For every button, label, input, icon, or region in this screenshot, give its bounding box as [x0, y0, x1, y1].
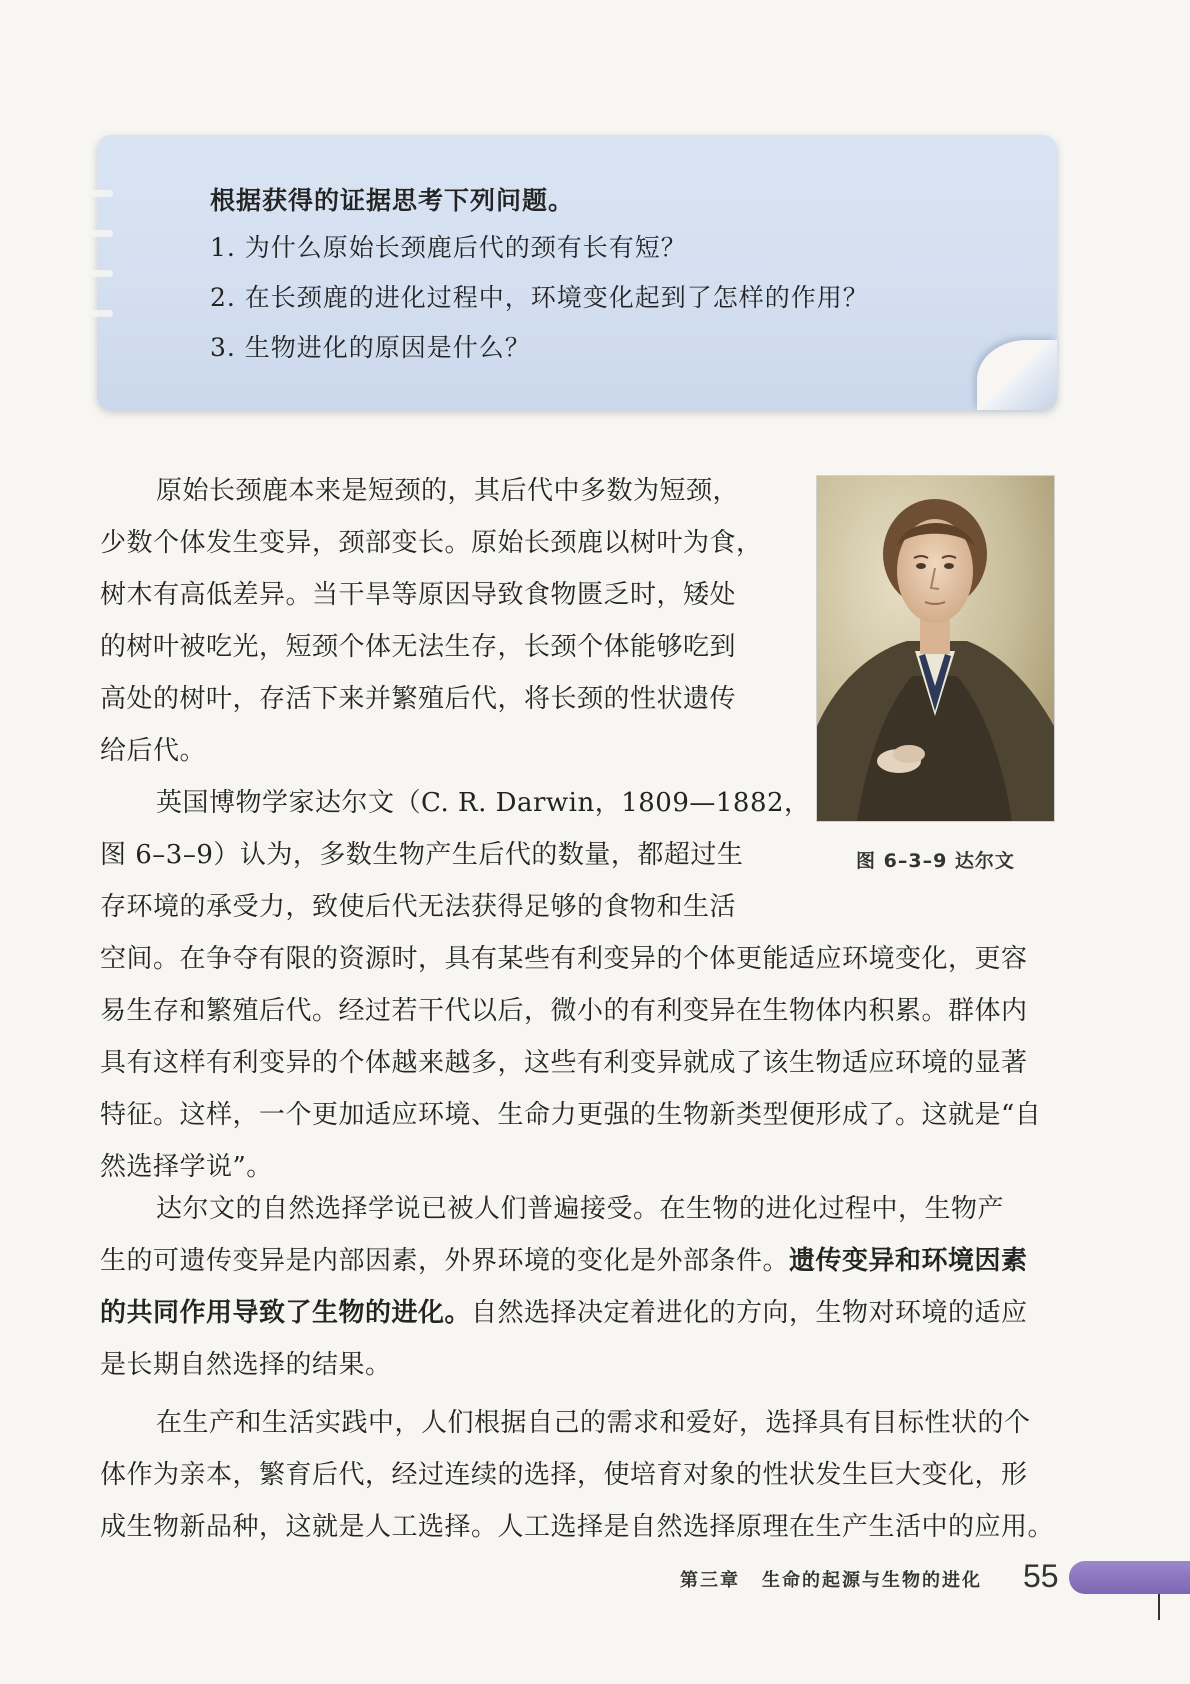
figure-caption: 图 6–3–9 达尔文 [856, 850, 1015, 872]
text-line: 的树叶被吃光，短颈个体无法生存，长颈个体能够吃到 [100, 632, 737, 662]
paragraph-darwin [100, 777, 1041, 1193]
text-line: 存环境的承受力，致使后代无法获得足够的食物和生活 [100, 892, 737, 922]
text-line: 是长期自然选择的结果。 [100, 1350, 392, 1380]
portrait-illustration [817, 476, 1054, 821]
chapter-title: 生命的起源与生物的进化 [762, 1570, 982, 1591]
chapter-number: 第三章 [680, 1570, 740, 1591]
text-line: 体作为亲本，繁育后代，经过连续的选择，使培育对象的性状发生巨大变化，形 [100, 1460, 1028, 1490]
text-line: 树木有高低差异。当干旱等原因导致食物匮乏时，矮处 [100, 580, 737, 610]
text-line: 达尔文的自然选择学说已被人们普遍接受。在生物的进化过程中，生物产 [156, 1194, 1005, 1224]
text-line: 少数个体发生变异，颈部变长。原始长颈鹿以树叶为食， [100, 528, 763, 558]
text-line: 英国博物学家达尔文（C. R. Darwin，1809—1882， [156, 788, 811, 818]
key-sentence: 的共同作用导致了生物的进化。 [100, 1298, 472, 1328]
question-box-title: 根据获得的证据思考下列问题。 [210, 186, 575, 215]
question-item: 3. 生物进化的原因是什么？ [210, 333, 531, 362]
chapter-footer [680, 1566, 982, 1592]
question-item: 2. 在长颈鹿的进化过程中，环境变化起到了怎样的作用？ [210, 283, 869, 312]
text-segment: 自然选择决定着进化的方向，生物对环境的适应 [471, 1298, 1028, 1328]
text-line: 原始长颈鹿本来是短颈的，其后代中多数为短颈， [156, 476, 740, 506]
text-line: 空间。在争夺有限的资源时，具有某些有利变异的个体更能适应环境变化，更容 [100, 944, 1028, 974]
text-line [100, 1287, 1028, 1339]
question-box [97, 135, 1057, 410]
page-number: 55 [1023, 1558, 1059, 1594]
text-line: 高处的树叶，存活下来并繁殖后代，将长颈的性状遗传 [100, 684, 737, 714]
text-line: 易生存和繁殖后代。经过若干代以后，微小的有利变异在生物体内积累。群体内 [100, 996, 1028, 1026]
text-line: 具有这样有利变异的个体越来越多，这些有利变异就成了该生物适应环境的显著 [100, 1048, 1028, 1078]
text-line: 特征。这样，一个更加适应环境、生命力更强的生物新类型便形成了。这就是“自 [100, 1100, 1042, 1130]
text-line: 然选择学说”。 [100, 1152, 273, 1182]
text-line: 在生产和生活实践中，人们根据自己的需求和爱好，选择具有目标性状的个 [156, 1408, 1031, 1438]
question-item: 1. 为什么原始长颈鹿后代的颈有长有短？ [210, 233, 687, 262]
paragraph-natural-selection [100, 1183, 1028, 1391]
box-notch [91, 310, 113, 317]
darwin-portrait-image [817, 476, 1054, 821]
paragraph-artificial-selection [100, 1397, 1054, 1553]
box-notch [91, 270, 113, 277]
text-line: 成生物新品种，这就是人工选择。人工选择是自然选择原理在生产生活中的应用。 [100, 1512, 1055, 1542]
paragraph-giraffe [100, 465, 763, 777]
text-line [100, 1235, 1028, 1287]
box-notch [91, 230, 113, 237]
text-line: 图 6–3–9）认为，多数生物产生后代的数量，都超过生 [100, 840, 744, 870]
chapter-tab-decoration [1069, 1561, 1190, 1594]
box-notch [91, 190, 113, 197]
key-sentence: 遗传变异和环境因素 [789, 1246, 1028, 1276]
page-curl-decoration [977, 340, 1057, 410]
text-segment: 生的可遗传变异是内部因素，外界环境的变化是外部条件。 [100, 1246, 790, 1276]
page-edge-mark [1158, 1594, 1160, 1620]
text-line: 给后代。 [100, 736, 207, 766]
